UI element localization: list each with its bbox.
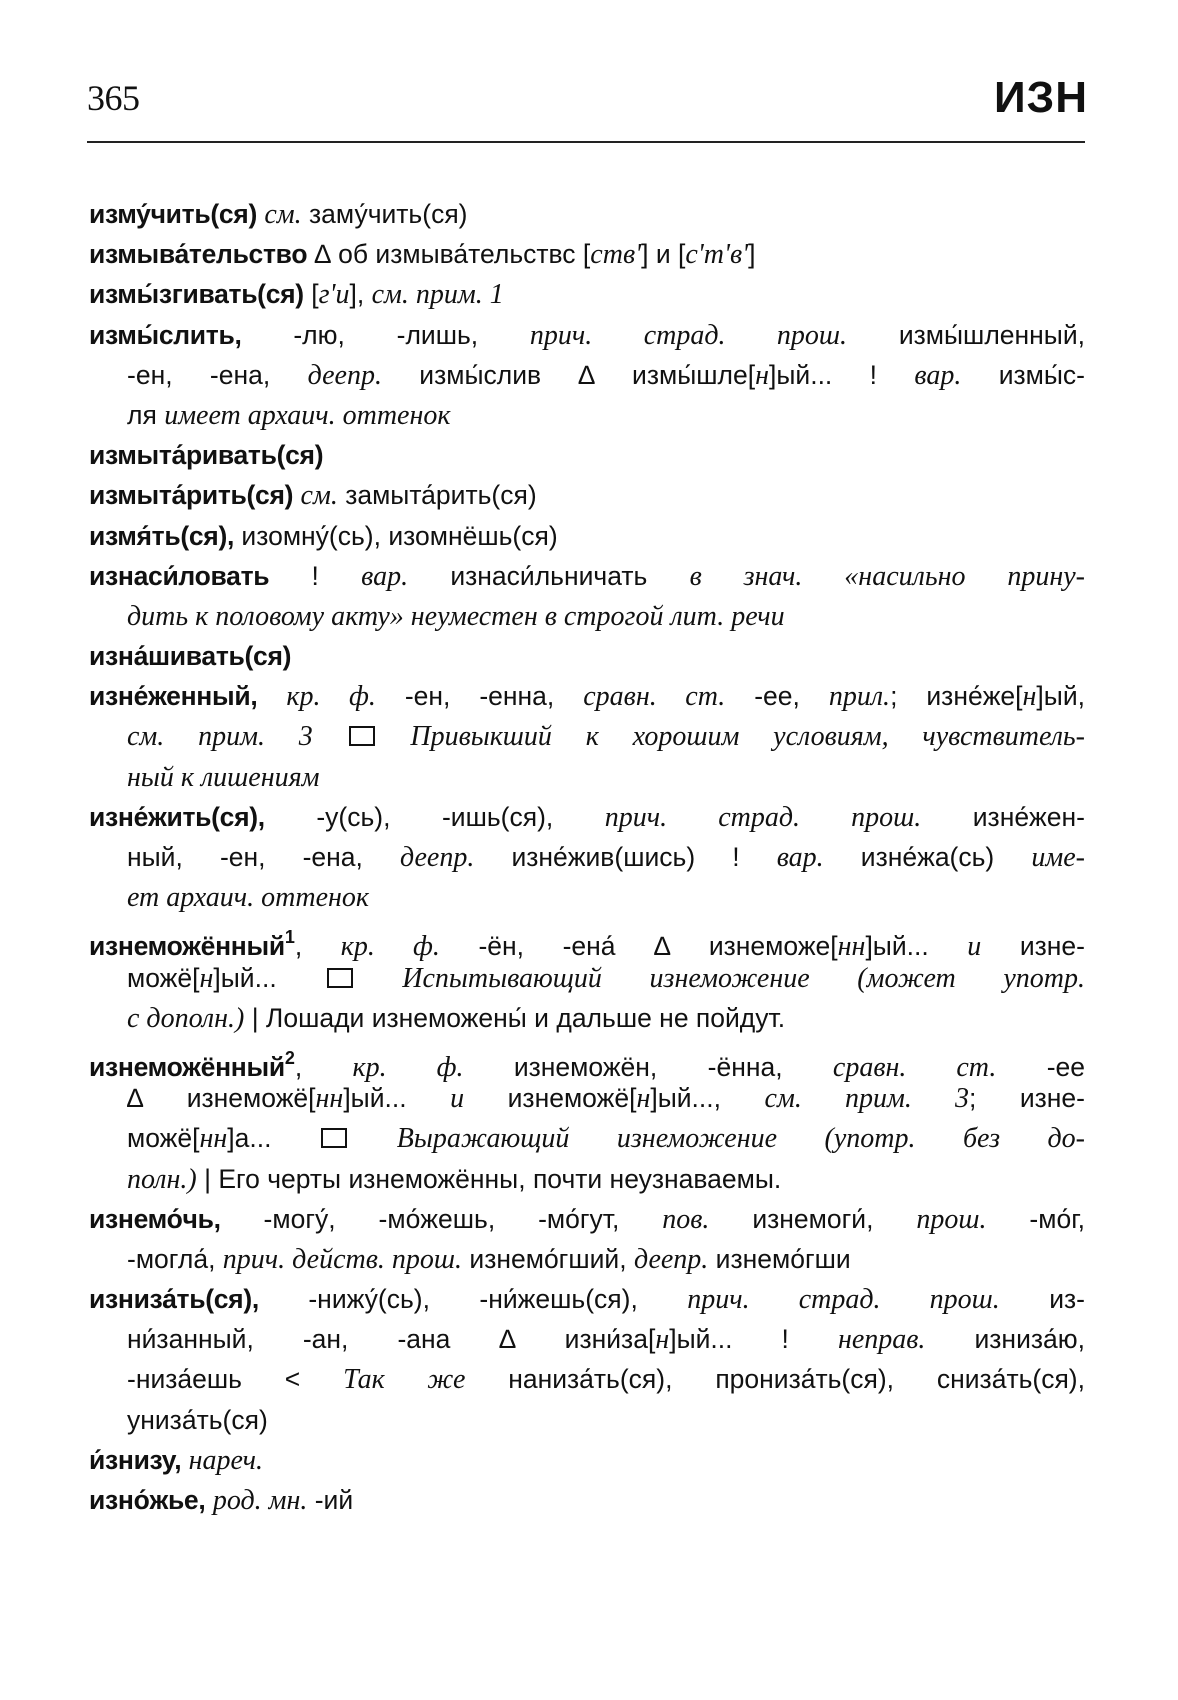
dictionary-entry [89,556,1085,636]
grammar-note: н [636,1083,651,1115]
entry-text: -нижу́(сь), -ни́жешь(ся), [258,1284,688,1315]
grammar-note: см. [300,480,338,512]
entry-first-line [89,1199,1085,1239]
dictionary-entry [89,636,1085,676]
entry-first-line [89,274,1085,314]
grammar-note: имеет архаич. оттенок [164,399,451,431]
entry-text: -низа́ешь < [127,1364,344,1395]
entry-text: заму́чить(ся) [301,199,468,229]
grammar-note: нн [199,1123,228,1155]
entry-first-line [89,315,1085,355]
entry-text: ]ый... [865,931,968,962]
entry-continuation-line [89,1319,1085,1359]
entry-text: ] [748,239,756,270]
grammar-note: прич. действ. прош. [222,1243,463,1275]
entry-continuation-line [89,596,1085,636]
grammar-note: деепр. [307,359,382,391]
entry-text: ]ый... ! [769,359,915,390]
entry-text: -лю, -лишь, [241,319,530,350]
entry-text: изнаси́льничать [408,560,690,591]
entry-continuation-line [89,1078,1085,1118]
entry-continuation-line [89,1159,1085,1199]
entry-text: измы́слив ∆ измы́шле[ [381,359,756,390]
grammar-note: см. прим. 1 [371,279,504,311]
entry-text: | Лошади изнеможены́ и дальше не пойдут. [244,1002,786,1033]
entry-text: -ее, [725,681,829,712]
grammar-note: нн [315,1083,344,1115]
header-divider [87,141,1085,143]
dictionary-entry [89,1038,1085,1199]
entry-continuation-line [89,1118,1085,1158]
entry-text: измы́шленный, [847,319,1085,350]
entry-continuation-line [89,958,1085,998]
entry-text: изомну́(сь), изомнёшь(ся) [234,520,558,551]
dictionary-entry [89,516,1085,556]
grammar-note: н [1022,681,1037,713]
entry-first-line [89,1480,1085,1520]
entry-text: ля [127,399,165,430]
grammar-note: н [755,359,769,391]
grammar-note: Так же [343,1364,466,1396]
grammar-note: кр. ф. [352,1051,464,1083]
grammar-note: деепр. [399,842,475,873]
entry-first-line [89,1279,1085,1319]
entry-first-line [89,797,1085,837]
grammar-note: н [655,1324,670,1356]
headword: изнеможённый [89,1051,285,1082]
grammar-note: неправ. [837,1324,926,1356]
grammar-note: вар. [361,560,409,592]
entry-text: ; изне- [968,1083,1085,1114]
entry-text: -ен, -ена, [127,359,308,390]
entry-text: ; изне́же[ [890,681,1023,712]
entry-text: ный, -ен, -ена, [127,842,400,872]
grammar-note: и [967,931,982,963]
dictionary-entry [89,797,1085,918]
entry-first-line [89,435,1085,475]
running-head: ИЗН [994,73,1088,122]
grammar-note: прил. [828,681,891,713]
headword: изниза́ть(ся), [89,1284,259,1315]
dictionary-entry [89,234,1085,274]
grammar-note: прич. страд. прош. [604,801,922,833]
dictionary-entry [89,435,1085,475]
entry-text: -ён, -ена́ ∆ изнеможе[ [439,931,838,962]
entry-text: ]ый..., [650,1083,765,1114]
grammar-note: сравн. ст. [832,1051,997,1083]
entry-continuation-line [89,355,1085,395]
entry-text: изне́жив(шись) ! [474,842,777,872]
definition-box-icon [327,968,353,988]
entry-text: изне́жен- [921,801,1085,832]
entry-text: наниза́ть(ся), прониза́ть(ся), сниза́ть(ся), [465,1364,1085,1395]
dictionary-entry [89,1279,1085,1440]
entry-first-line [89,676,1085,716]
headword: и́знизу, [89,1444,182,1475]
headword: измы́слить, [89,319,242,350]
grammar-note: нн [837,931,866,963]
entry-continuation-line [89,1359,1085,1399]
headword: изне́женный, [89,681,258,712]
entry-continuation-line [89,716,1085,756]
grammar-note: деепр. [633,1243,709,1275]
entry-text: ]а... [227,1123,320,1154]
entry-text: ] и [ [641,239,686,270]
entry-text: изнеможё[ [464,1083,637,1114]
definition-box-icon [321,1128,347,1148]
entry-continuation-line [89,837,1085,877]
grammar-note: дить к половому акту» неуместен в строгой лит. речи [127,600,785,632]
entry-text: [ [303,279,319,310]
entry-text: -ен, -енна, [375,681,584,712]
entry-text: изнеможён, -ённа, [463,1051,833,1082]
dictionary-entry [89,917,1085,1038]
headword: измыва́тельство [89,239,308,270]
entry-text: ]ый... [213,962,325,993]
entry-text: изнемо́гший, [462,1243,634,1274]
headword: изнаси́ловать [89,560,270,591]
grammar-note: с'т'в' [685,239,749,271]
entry-text: ! [269,560,362,591]
headword: изму́чить(ся) [89,199,257,229]
grammar-note: см. прим. 3 [127,721,347,753]
grammar-note: кр. ф. [340,931,440,963]
definition-box-icon [349,726,375,746]
entry-text: изнемо́гши [708,1243,851,1274]
entry-continuation-line [89,998,1085,1038]
entry-text: ]ый, [1036,681,1085,712]
dictionary-entry [89,274,1085,314]
grammar-note: нареч. [188,1444,263,1476]
entry-first-line [89,234,1085,274]
dictionary-entry [89,1440,1085,1480]
grammar-note: вар. [776,842,824,873]
grammar-note: Выражающий изнеможение (употр. без до- [349,1123,1085,1155]
entry-text: изнемоги́, [709,1203,917,1234]
headword: измыта́рить(ся) [89,480,294,511]
entry-text: ни́занный, -ан, -ана ∆ изни́за[ [127,1324,656,1355]
grammar-note: ств' [590,239,642,271]
entry-first-line [89,1440,1085,1480]
entry-text: можё[ [127,962,200,993]
headword: измы́згивать(ся) [89,279,304,310]
dictionary-entry [89,194,1085,234]
entry-text: -ий [307,1485,354,1515]
headword: изна́шивать(ся) [89,641,292,672]
headword: изно́жье, [89,1485,206,1515]
grammar-note: прич. страд. прош. [529,319,848,351]
entry-text [293,480,300,510]
grammar-note: с дополн.) [127,1002,245,1034]
page-number: 365 [87,78,140,118]
grammar-note: полн.) [127,1163,197,1195]
entry-text: | Его черты изнеможённы, почти неузнаваемы. [196,1163,782,1194]
entry-text [181,1445,188,1475]
entry-first-line [89,475,1085,515]
entry-text: ∆ об измыва́тельствс [ [307,239,591,270]
entry-first-line [89,556,1085,596]
entry-continuation-line [89,877,1085,917]
dictionary-entry [89,475,1085,515]
entry-text: замыта́рить(ся) [337,480,537,511]
entry-text: изне́жа(сь) [823,842,1032,872]
homonym-index: 2 [284,1047,295,1068]
headword: изне́жить(ся), [89,801,265,832]
grammar-note: Испытывающий изнеможение (может употр. [354,962,1085,994]
dictionary-entry [89,1480,1085,1520]
grammar-note: г'и [318,279,350,311]
entry-text: -у(сь), -ишь(ся), [264,801,605,832]
grammar-note: сравн. ст. [583,681,726,713]
dictionary-entry [89,1199,1085,1279]
dictionary-entry [89,676,1085,797]
headword: изнемо́чь, [89,1203,221,1234]
grammar-note: в знач. «насильно прину- [689,560,1085,592]
entry-text: из- [999,1284,1085,1315]
entry-continuation-line [89,395,1085,435]
grammar-note: н [199,962,214,994]
entry-text [257,681,286,711]
entry-text: униза́ть(ся) [127,1404,268,1435]
entry-first-line [89,1038,1086,1083]
dictionary-entry [89,315,1085,436]
entry-text: , [294,931,341,962]
entry-first-line [89,194,1085,234]
grammar-note: и [450,1083,465,1115]
entry-text [205,1485,212,1515]
headword: измя́ть(ся), [89,520,235,551]
grammar-note: вар. [914,359,962,391]
headword: измыта́ривать(ся) [89,440,324,471]
entry-text: -ее [996,1051,1086,1082]
entry-first-line [89,516,1085,556]
grammar-note: см. прим. 3 [764,1083,969,1115]
entry-continuation-line [89,1400,1085,1440]
entry-list [89,194,1085,1520]
entry-continuation-line [89,757,1085,797]
entry-text: ], [349,279,372,310]
entry-text: -могла́, [127,1243,223,1274]
grammar-note: ный к лишениям [127,761,320,793]
entry-text: изниза́ю, [925,1324,1085,1355]
entry-text: изне- [981,931,1085,962]
grammar-note: прош. [916,1203,987,1235]
entry-text: , [294,1051,353,1082]
entry-first-line [89,636,1085,676]
homonym-index: 1 [284,927,295,948]
grammar-note: пов. [662,1203,710,1235]
entry-text: ]ый... [343,1083,451,1114]
grammar-note: род. мн. [212,1485,308,1516]
grammar-note: Привыкший к хорошим условиям, чувствитель- [376,721,1085,753]
entry-text: -могу́, -мо́жешь, -мо́гут, [220,1203,663,1234]
entry-text: можё[ [127,1123,200,1154]
grammar-note: ет архаич. оттенок [127,882,369,914]
headword: изнеможённый [89,931,285,962]
entry-text: измы́с- [961,359,1086,390]
grammar-note: см. [264,199,302,230]
entry-text: ∆ изнеможё[ [127,1083,316,1114]
entry-continuation-line [89,1239,1085,1279]
grammar-note: кр. ф. [286,681,376,713]
entry-text: -мо́г, [986,1203,1085,1234]
entry-first-line [89,917,1085,963]
grammar-note: прич. страд. прош. [687,1284,1000,1316]
entry-text: ]ый... ! [669,1324,838,1355]
grammar-note: име- [1031,842,1085,873]
